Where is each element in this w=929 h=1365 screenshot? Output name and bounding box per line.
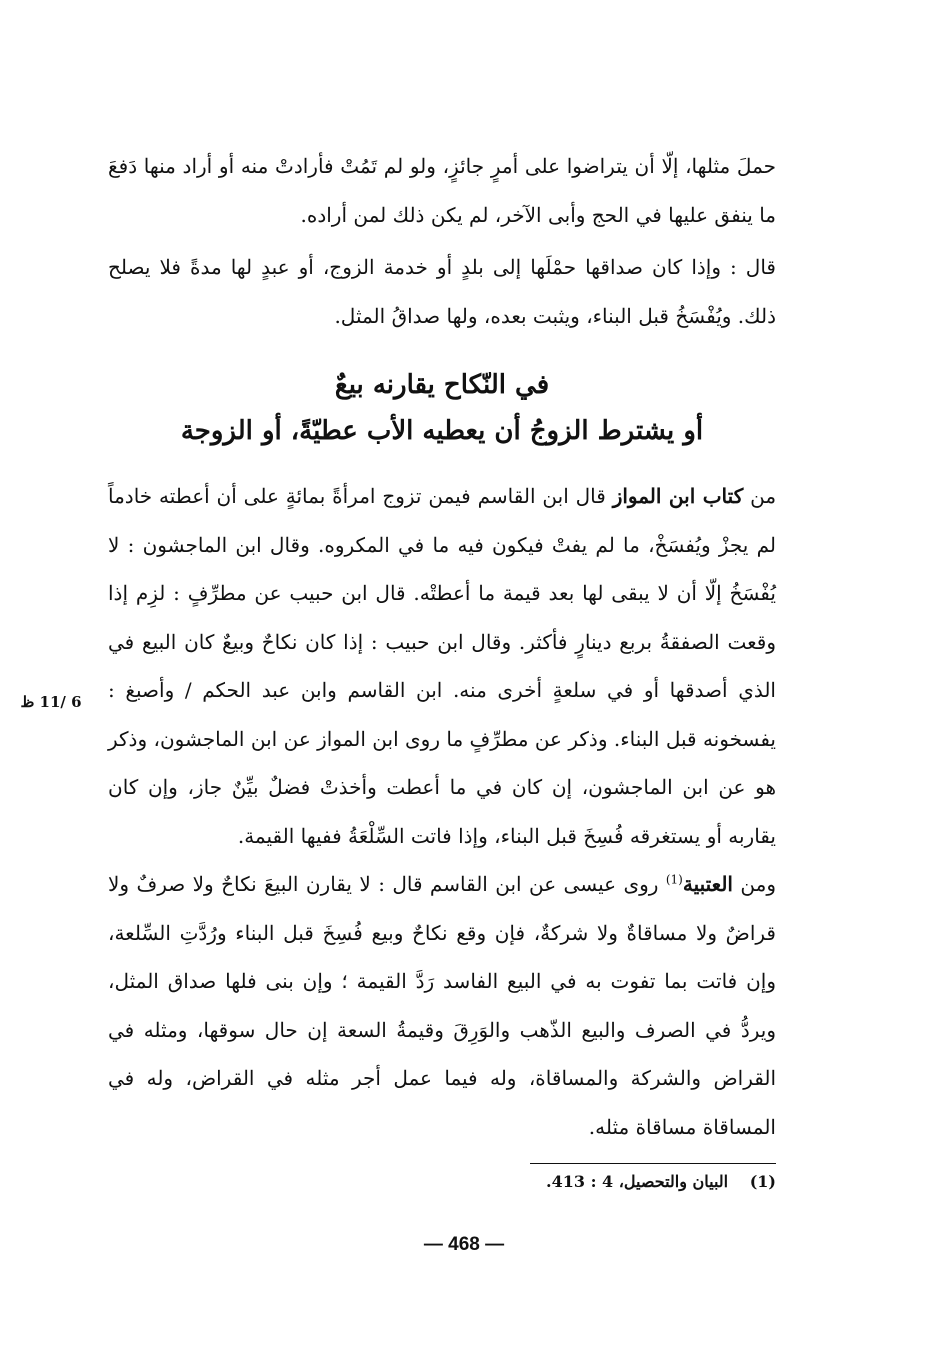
footnote bbox=[440, 1172, 776, 1191]
section-heading-line-2: أو يشترط الزوجُ أن يعطيه الأب عطيّةً، أو الزوجة bbox=[180, 416, 704, 446]
paragraph-4-prefix: ومن bbox=[740, 872, 776, 896]
footnote-reference-marker: (1) bbox=[665, 872, 683, 887]
paragraph-4-source-title: العتبية bbox=[682, 872, 733, 896]
footnote-marker: (1) bbox=[749, 1172, 776, 1191]
section-heading-line-1: في النّكاح يقارنه بيعٌ bbox=[334, 370, 550, 400]
paragraph-2: قال : وإذا كان صداقها حمْلَها إلى بلدٍ أو خدمة الزوج، أو عبدٍ لها مدةً فلا يصلح ذلك. ويُفْسَخُ قبل البناء، ويثبت بعده، ولها صداقُ المثل. bbox=[108, 255, 776, 328]
paragraph-3-text: قال ابن القاسم فيمن تزوج امرأةً بمائةٍ على أن أعطته خادماً لم يجزْ ويُفسَخْ، ما لم يفتْ فيكون فيه ما في المكروه. وقال ابن الماجشون : لا يُفْسَخُ إلّا أن لا يبقى لها بعد قيمة ما أعطتْه. قال ابن حبيب عن مطرِّفٍ : لزِم إذا وقعت الصفقةُ بربع دينارٍ فأكثر. وقال ابن حبيب : إذا كان نكاحٌ وبيعٌ كان البيع في الذي أصدقها أو في سلعةٍ أخرى منه. ابن القاسم وابن عبد الحكم / وأصبغ : يفسخونه قبل البناء. وذكر عن مطرِّفٍ ما روى ابن المواز عن ابن الماجشون، وذكر هو عن ابن الماجشون، إن كان في ما أعطت وأخذتْ فضلٌ بيِّنٌ جاز، وإن كان يقاربه أو يستغرقه فُسِخَ قبل البناء، وإذا فاتت السِّلْعَةُ ففيها القيمة. bbox=[108, 484, 776, 848]
page-number: — 468 — bbox=[423, 1234, 505, 1255]
paragraph-3-prefix: من bbox=[750, 484, 777, 508]
paragraph-3 bbox=[108, 472, 776, 860]
footnote-text: البيان والتحصيل، 4 : 413. bbox=[546, 1172, 729, 1191]
paragraph-1: حملَ مثلها، إلّا أن يتراضوا على أمرٍ جائزٍ، ولو لم تَمُتْ فأرادتْ منه أو أراد منها دَفعَ ما ينفق عليها في الحج وأبى الآخر، لم يكن ذلك لمن أراده. bbox=[108, 154, 776, 227]
paragraph-4 bbox=[108, 860, 776, 1151]
paragraph-4-text: روى عيسى عن ابن القاسم قال : لا يقارن البيعَ نكاحٌ ولا صرفٌ ولا قراضٌ ولا مساقاةٌ ولا شركةٌ، فإن وقع نكاحٌ وبيع فُسِخَ قبل البناء ورُدَّتِ السِّلعة، وإن فاتت بما تفوت به في البيع الفاسد رَدَّ القيمة ؛ وإن بنى فلها صداق المثل، ويردُّ في الصرف والبيع الذّهب والوَرِقَ وقيمةُ السعة إن حال سوقها، ومثله في القراض والشركة والمساقاة، وله فيما عمل أجر مثله في القراض، وله في المساقاة مساقاة مثله. bbox=[108, 872, 776, 1139]
paragraph-3-source-title: كتاب ابن المواز bbox=[612, 484, 744, 508]
folio-margin-note: 6 /11 ظ bbox=[20, 693, 82, 711]
footnote-divider bbox=[530, 1163, 776, 1164]
